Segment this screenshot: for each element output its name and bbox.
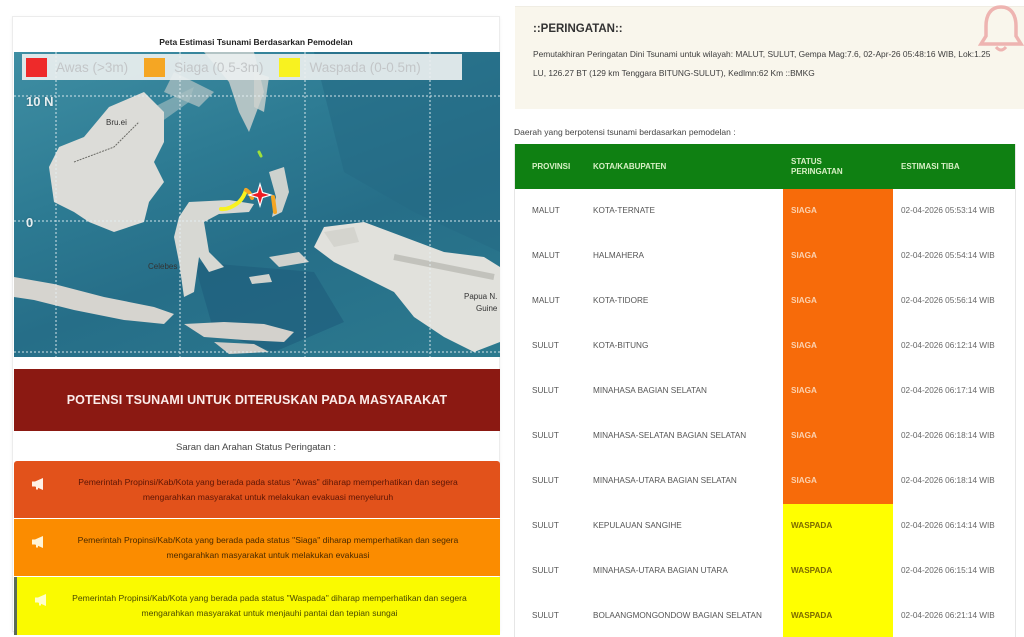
- legend-label-awas: Awas (>3m): [56, 59, 129, 75]
- header-status-label: STATUS PERINGATAN: [791, 156, 843, 176]
- cell-tiba: 02-04-2026 05:56:14 WIB: [901, 296, 995, 306]
- legend-item-waspada: [279, 58, 420, 77]
- cell-provinsi: MALUT: [532, 206, 560, 216]
- table-row: [515, 549, 1016, 594]
- legend-item-awas: [26, 58, 128, 77]
- table-row: [515, 189, 1016, 234]
- affected-areas-table-container[interactable]: [514, 144, 1016, 637]
- warning-title: ::PERINGATAN::: [533, 23, 623, 35]
- advice-text-waspada: Pemerintah Propinsi/Kab/Kota yang berada pada status "Waspada" diharap memperhatikan dan segera mengarahkan masyarakat untuk menjauhi pantai dan tepian sungai: [72, 593, 467, 618]
- legend-swatch-siaga: [144, 58, 165, 77]
- affected-areas-table: [515, 144, 1016, 637]
- place-label-celebes: Celebes: [148, 262, 178, 271]
- cell-provinsi: SULUT: [532, 566, 559, 576]
- table-header-row: [515, 144, 1016, 189]
- table-row: [515, 279, 1016, 324]
- cell-kota: KEPULAUAN SANGIHE: [593, 521, 682, 531]
- cell-kota: HALMAHERA: [593, 251, 644, 261]
- lat-label-equator: 0: [26, 215, 34, 230]
- lat-label-10n: 10 N: [26, 94, 54, 109]
- table-row: [515, 594, 1016, 637]
- cell-kota: KOTA-TIDORE: [593, 296, 649, 306]
- cell-kota: KOTA-BITUNG: [593, 341, 649, 351]
- legend-item-siaga: [144, 58, 263, 77]
- advice-waspada: [14, 577, 500, 635]
- advice-siaga: [14, 519, 500, 576]
- bell-icon: [978, 4, 1024, 54]
- advice-awas: [14, 461, 500, 518]
- table-subtitle: Daerah yang berpotensi tsunami berdasarkan pemodelan :: [514, 127, 736, 137]
- cell-tiba: 02-04-2026 06:15:14 WIB: [901, 566, 995, 576]
- cell-status-waspada: WASPADA: [783, 504, 893, 549]
- cell-tiba: 02-04-2026 06:18:14 WIB: [901, 431, 995, 441]
- header-status-peringatan: [783, 144, 893, 189]
- cell-status-siaga: SIAGA: [783, 459, 893, 504]
- cell-kota: MINAHASA-UTARA BAGIAN SELATAN: [593, 476, 737, 486]
- table-row: [515, 459, 1016, 504]
- cell-tiba: 02-04-2026 06:14:14 WIB: [901, 521, 995, 531]
- place-label-papua: Papua N.: [464, 292, 498, 301]
- table-row: [515, 504, 1016, 549]
- map-title: Peta Estimasi Tsunami Berdasarkan Pemodelan: [159, 37, 353, 47]
- advice-heading: Saran dan Arahan Status Peringatan :: [175, 442, 337, 453]
- cell-tiba: 02-04-2026 06:21:14 WIB: [901, 611, 995, 621]
- cell-provinsi: SULUT: [532, 521, 559, 531]
- cell-provinsi: SULUT: [532, 341, 559, 351]
- legend-label-siaga: Siaga (0.5-3m): [174, 59, 264, 75]
- cell-status-siaga: SIAGA: [783, 324, 893, 369]
- cell-provinsi: SULUT: [532, 611, 559, 621]
- cell-status-waspada: WASPADA: [783, 549, 893, 594]
- cell-kota: MINAHASA BAGIAN SELATAN: [593, 386, 707, 396]
- potensi-tsunami-banner: [14, 369, 500, 431]
- cell-kota: BOLAANGMONGONDOW BAGIAN SELATAN: [593, 611, 762, 621]
- header-kota-kabupaten: KOTA/KABUPATEN: [593, 161, 667, 171]
- cell-kota: MINAHASA-SELATAN BAGIAN SELATAN: [593, 431, 747, 441]
- warning-text: Pemutakhiran Peringatan Dini Tsunami untuk wilayah: MALUT, SULUT, Gempa Mag:7.6, 02-Apr-26 05:48:16 WIB, Lok:1.25 LU, 126.27 BT (129 km Tenggara BITUNG-SULUT), Kedlmn:62 Km ::BMKG: [533, 49, 991, 78]
- map-advice-card: [12, 16, 500, 632]
- megaphone-icon: [35, 594, 49, 606]
- tsunami-map[interactable]: [14, 52, 500, 357]
- legend-label-waspada: Waspada (0-0.5m): [309, 59, 421, 75]
- cell-tiba: 02-04-2026 05:53:14 WIB: [901, 206, 995, 216]
- header-provinsi: PROVINSI: [532, 161, 571, 171]
- cell-status-waspada: WASPADA: [783, 594, 893, 637]
- epicenter-star-icon[interactable]: [247, 182, 273, 208]
- megaphone-icon: [32, 478, 46, 490]
- cell-provinsi: SULUT: [532, 386, 559, 396]
- cell-provinsi: SULUT: [532, 476, 559, 486]
- table-row: [515, 234, 1016, 279]
- cell-status-siaga: SIAGA: [783, 189, 893, 234]
- table-row: [515, 369, 1016, 414]
- legend-swatch-awas: [26, 58, 47, 77]
- cell-tiba: 02-04-2026 06:17:14 WIB: [901, 386, 995, 396]
- cell-tiba: 02-04-2026 06:18:14 WIB: [901, 476, 995, 486]
- cell-tiba: 02-04-2026 05:54:14 WIB: [901, 251, 995, 261]
- cell-status-siaga: SIAGA: [783, 279, 893, 324]
- cell-status-siaga: SIAGA: [783, 369, 893, 414]
- banner-title: POTENSI TSUNAMI UNTUK DITERUSKAN PADA MASYARAKAT: [66, 393, 448, 407]
- cell-status-siaga: SIAGA: [783, 414, 893, 459]
- table-row: [515, 324, 1016, 369]
- advice-text-awas: Pemerintah Propinsi/Kab/Kota yang berada pada status "Awas" diharap memperhatikan dan segera mengarahkan masyarakat untuk melakukan evakuasi menyeluruh: [78, 476, 458, 502]
- place-label-guinea: Guine: [476, 304, 498, 313]
- cell-provinsi: SULUT: [532, 431, 559, 441]
- cell-kota: MINAHASA-UTARA BAGIAN UTARA: [593, 566, 728, 576]
- advice-text-siaga: Pemerintah Propinsi/Kab/Kota yang berada pada status "Siaga" diharap memperhatikan dan segera mengarahkan masyarakat untuk melakukan evakuasi: [77, 534, 459, 560]
- cell-kota: KOTA-TERNATE: [593, 206, 656, 216]
- cell-provinsi: MALUT: [532, 296, 560, 306]
- legend-swatch-waspada: [279, 58, 300, 77]
- megaphone-icon: [32, 536, 46, 548]
- table-row: [515, 414, 1016, 459]
- header-estimasi-tiba: ESTIMASI TIBA: [901, 161, 960, 171]
- place-label-brunei: Bru.ei: [106, 118, 127, 127]
- warning-box: [515, 6, 1024, 109]
- cell-provinsi: MALUT: [532, 251, 560, 261]
- cell-tiba: 02-04-2026 06:12:14 WIB: [901, 341, 995, 351]
- map-legend: [22, 54, 462, 80]
- cell-status-siaga: SIAGA: [783, 234, 893, 279]
